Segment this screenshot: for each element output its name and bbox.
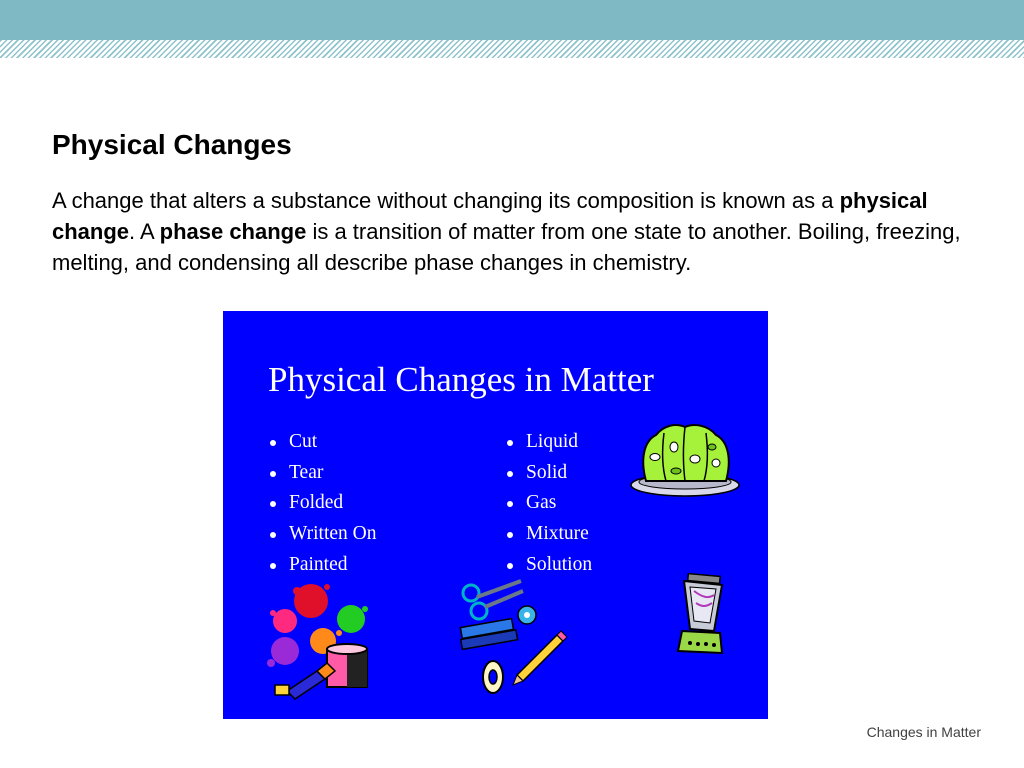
list-item: Written On (268, 521, 376, 552)
gelatin-mold-icon (628, 419, 743, 499)
slide-title: Physical Changes in Matter (268, 360, 654, 399)
list-item: Tear (268, 460, 376, 491)
list-item: Mixture (505, 521, 592, 552)
paragraph-text-3: is a transition of matter from one state to another. Boiling, freezing, melting, and condensing all describe phase changes in chemistry. (52, 219, 961, 275)
list-item: Painted (268, 552, 376, 583)
list-item: Solution (505, 552, 592, 583)
list-item: Gas (505, 490, 592, 521)
embedded-slide-image (223, 311, 768, 719)
term-phase-change: phase change (159, 219, 307, 244)
footer-label: Changes in Matter (866, 724, 981, 740)
list-item: Cut (268, 429, 376, 460)
blender-icon (668, 573, 738, 663)
list-item: Folded (268, 490, 376, 521)
body-paragraph (52, 185, 982, 278)
slide-list-left (268, 429, 376, 582)
paint-splatter-icon (265, 579, 380, 704)
header-accent-band (0, 0, 1024, 40)
term-physical-change: physical change (52, 188, 928, 244)
header-hatch-stripe (0, 40, 1024, 58)
scissors-stapler-pencil-icon (457, 577, 567, 702)
paragraph-text-2: . A (129, 219, 160, 244)
page-title: Physical Changes (52, 129, 292, 160)
list-item: Solid (505, 460, 592, 491)
list-item: Liquid (505, 429, 592, 460)
paragraph-text-1: A change that alters a substance without changing its composition is known as a (52, 188, 840, 213)
slide-list-right (505, 429, 592, 582)
